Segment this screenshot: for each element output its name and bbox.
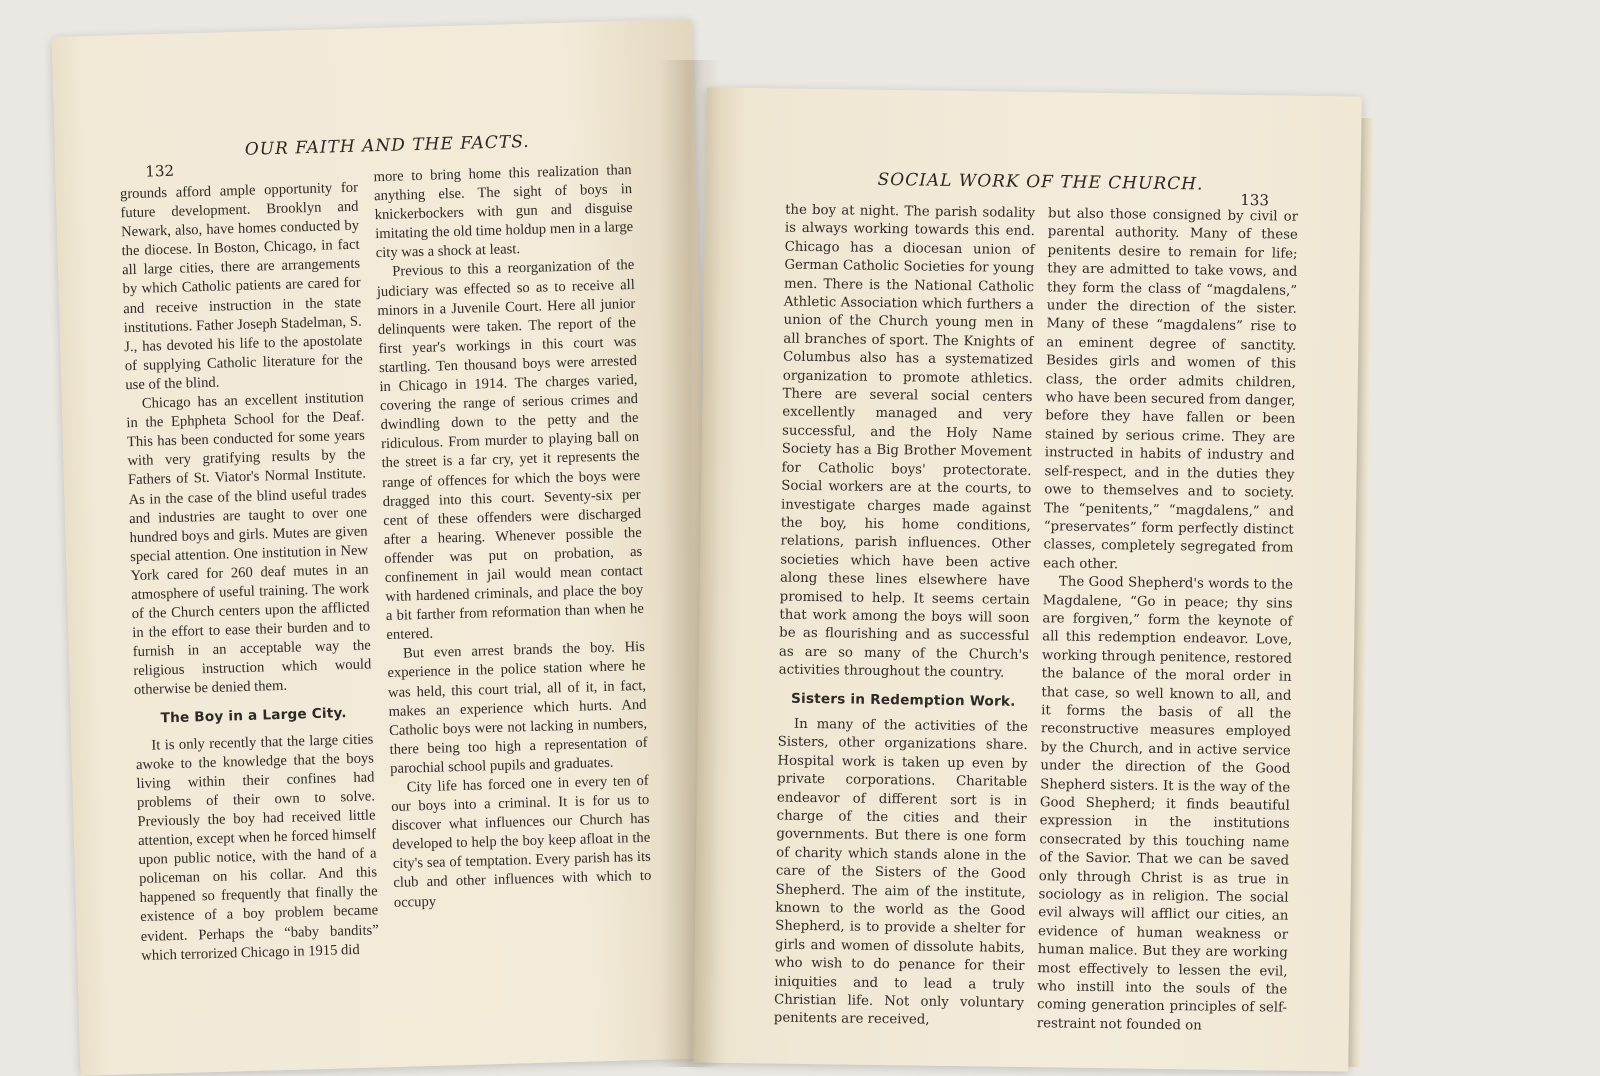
left-page bbox=[52, 19, 721, 1075]
text-column-2 bbox=[373, 161, 652, 913]
text-column-1 bbox=[774, 202, 1036, 1032]
paragraph: In many of the activities of the Sisters, other organizations share. Hospital work is taken up even by private corporations. Charitable endeavor of different sort is in charge of the cities and their governments. But there is one form of charity which stands alone in the care of the Sisters of the Good Shepherd. The aim of the institute, known to the world as the Good Shepherd, is to provide a shelter for girls and women of dissolute habits, who wish to do penance for their iniquities and to lead a truly Christian life. Not only voluntary penitents are received, bbox=[773, 716, 1029, 1029]
text-column-2 bbox=[1037, 205, 1299, 1037]
paragraph: grounds afford ample opportunity for future development. Brooklyn and Newark, also, have homes conducted by the diocese. In Boston, Chicago, in fact all large cities, there are arrangements by which Catholic patients are cared for and receive instruction in the state institutions. Father Joseph Stadelman, S. J., has devoted his life to the apostolate of supplying Catholic literature for the use of the blind. bbox=[119, 179, 363, 394]
section-heading: Sisters in Redemption Work. bbox=[790, 690, 1016, 710]
running-head: OUR FAITH AND THE FACTS. bbox=[244, 131, 530, 160]
paragraph: Chicago has an excellent institution in the Ephpheta School for the Deaf. This has been conducted for some years with very gratifying results by the Fathers of St. Viator's Normal Institute. As in the case of the blind useful trades and industries are taught to over one hundred boys and girls. Mutes are given special attention. One institution in New York cared for 260 deaf mutes in an atmosphere of useful training. The work of the Church centers upon the afflicted in the effort to ease their burden and to furnish in an acceptable way the religious instruction which would otherwise be denied them. bbox=[126, 389, 372, 699]
right-page bbox=[693, 87, 1362, 1071]
text-column-1 bbox=[120, 179, 380, 966]
paragraph: the boy at night. The parish sodality is always working towards this end. Chicago has a diocesan union of German Catholic Societies for young men. There is the National Catholic Athletic Association which furthers a union of the Church young men in all branches of sport. The Knights of Columbus also has a systematized organization to promote athletics. There are several social centers excellently managed and very successful, and the Holy Name Society has a Big Brother Movement for Catholic boys' protectorate. Social workers are at the courts, to investigate charges made against the boy, his home conditions, relations, parish influences. Other societies which have been active along these lines elsewhere have promised to help. It seems certain that work among the boys will soon be as flourishing and as successful as are so many of the Church's activities throughout the country. bbox=[778, 202, 1036, 681]
paragraph: more to bring home this realization than anything else. The sight of boys in knickerbockers with gun and disguise imitating the old time holdup men in a large city was a shock at least. bbox=[373, 161, 634, 262]
paragraph: City life has forced one in every ten of our boys into a criminal. It is for us to discover what influences our Church has developed to help the boy keep afloat in the city's sea of temptation. Every parish has its club and other influences with which to occupy bbox=[391, 772, 652, 911]
paragraph: but also those consigned by civil or parental authority. Many of these penitents desire to remain for life; they are admitted to take vows, and they form the class of “magdalens,” under the direction of the sister. Many of these “magdalens” rise to an eminent degree of sanctity. Besides girls and women of this class, the order admits children, who have been secured from danger, before they have fallen or been stained by serious crime. They are instructed in habits of industry and self-respect, and in the duties they owe to themselves and to society. The “penitents,” “magdalens,” and “preservates” form perfectly distinct classes, completely segregated from each other. bbox=[1043, 206, 1299, 572]
paragraph: Previous to this a reorganization of the judiciary was effected so as to receive all minors in a Juvenile Court. Here all junior delinquents were taken. The report of the first year's workings in this court was startling. Ten thousand boys were arrested in Chicago in 1914. The charges varied, covering the range of serious crimes and dwindling down to the petty and the ridiculous. From murder to playing ball on the street is a far cry, yet it represents the range of offences for which the boys were dragged into this court. Seventy-six per cent of these offenders were discharged after a hearing. Whenever possible the offender was put on probation, as confinement in jail would mean contact with hardened criminals, and place the boy a bit farther from reformation than when he entered. bbox=[376, 257, 645, 644]
paragraph: The Good Shepherd's words to the Magdalene, “Go in peace; thy sins are forgiven,” form the keynote of all this redemption endeavor. Love, working through penitence, restored the balance of the moral order in that case, so well known to all, and it forms the basis of all the reconstructive measures employed by the Church, and in active service under the direction of the Good Shepherd sisters. It is the way of the Good Shepherd; it finds beautiful expression in the institutions consecrated by this touching name of the Savior. That we can be saved only through Christ is as true in sociology as in religion. The social evil always will afflict our cities, an evidence of human weakness or human malice. But they are working most effectively to lessen the evil, who instill into the souls of the coming generation principles of self-restraint not founded on bbox=[1036, 574, 1294, 1034]
running-head: SOCIAL WORK OF THE CHURCH. bbox=[877, 169, 1204, 195]
page-number: 132 bbox=[145, 161, 175, 181]
paragraph: But even arrest brands the boy. His experience in the police station where he was held, this court trial, all of it, in fact, makes an experience which hurts. And Catholic boys were not lacking in numbers, there being too high a representation of parochial school pupils and graduates. bbox=[387, 639, 648, 777]
page-number: 133 bbox=[1240, 190, 1270, 210]
section-heading: The Boy in a Large City. bbox=[160, 704, 347, 726]
paragraph: It is only recently that the large cities awoke to the knowledge that the boys living within their confines had problems of their own to solve. Previously the boy had received little attention, except when he forced himself upon public notice, with the hand of a policeman on his collar. And this happened so frequently that finally the existence of a boy problem became evident. Perhaps the “baby bandits” which terrorized Chicago in 1915 did bbox=[135, 731, 379, 964]
